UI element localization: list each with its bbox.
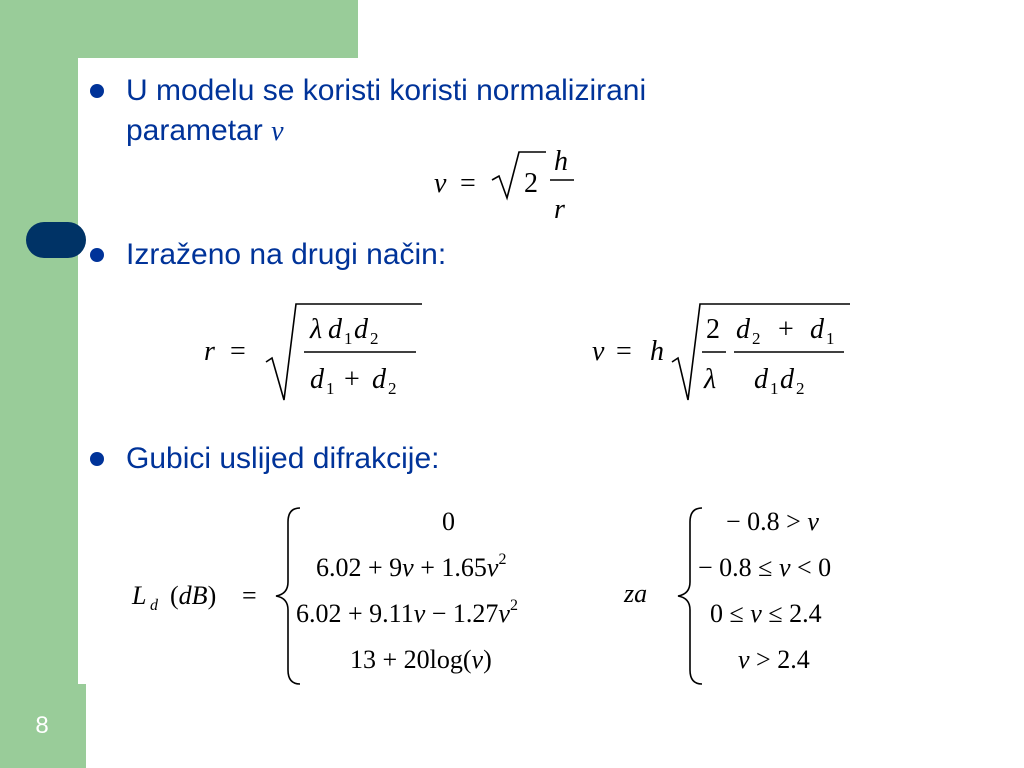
bullet-diffraction-loss bbox=[90, 440, 690, 480]
bullet-text: Gubici uslijed difrakcije: bbox=[126, 442, 440, 475]
formula-subscript-2: 2 bbox=[388, 379, 397, 398]
bullet-dot bbox=[90, 84, 104, 98]
formula-diffraction-loss bbox=[128, 498, 898, 694]
bullet-dot bbox=[90, 452, 104, 466]
formula-subscript-d: d bbox=[150, 597, 158, 614]
formula-d: d bbox=[810, 314, 824, 345]
formula-plus: + bbox=[344, 364, 360, 395]
formula-d: d bbox=[780, 364, 794, 395]
formula-connector-za: za bbox=[624, 579, 648, 608]
bullet-text-line2 bbox=[126, 112, 284, 151]
formula-unit: (dB) bbox=[170, 581, 217, 610]
formula-symbol-L: L bbox=[132, 581, 147, 610]
loss-case-3: 13 + 20log(v) bbox=[350, 645, 492, 674]
formula-equals: = bbox=[230, 336, 246, 367]
bullet-dot bbox=[90, 248, 104, 262]
loss-case-0: 0 bbox=[442, 507, 455, 536]
loss-case-1: $6.02 + 9v + 1.65v^2$ bbox=[316, 551, 507, 582]
green-left-band bbox=[0, 0, 78, 768]
formula-symbol-r: r bbox=[554, 194, 565, 224]
formula-subscript-2: 2 bbox=[796, 379, 805, 398]
formula-d: d bbox=[354, 314, 368, 345]
formula-equals: = bbox=[460, 168, 476, 199]
formula-symbol-v: v bbox=[434, 168, 447, 199]
formula-subscript-1: 1 bbox=[326, 379, 335, 398]
formula-subscript-1: 1 bbox=[344, 329, 353, 348]
condition-0: − 0.8 > v bbox=[726, 507, 819, 536]
formula-v-expression bbox=[588, 296, 854, 408]
formula-number-2: 2 bbox=[524, 168, 538, 199]
formula-subscript-2: 2 bbox=[752, 329, 761, 348]
formula-r-expression bbox=[200, 296, 430, 408]
formula-plus: + bbox=[778, 314, 794, 345]
formula-subscript-1: 1 bbox=[770, 379, 779, 398]
formula-subscript-2: 2 bbox=[370, 329, 379, 348]
parameter-symbol: v bbox=[271, 116, 284, 147]
slide-number: 8 bbox=[35, 712, 49, 739]
formula-symbol-h: h bbox=[650, 336, 664, 367]
bullet-text: Izraženo na drugi način: bbox=[126, 238, 447, 271]
bullet-text-line1: U modelu se koristi koristi normalizirani bbox=[126, 74, 647, 107]
formula-number-2: 2 bbox=[706, 314, 720, 345]
condition-1: − 0.8 ≤ v < 0 bbox=[698, 553, 832, 582]
bullet-alternative-expression bbox=[90, 236, 690, 276]
formula-equals: = bbox=[616, 336, 632, 367]
formula-subscript-1: 1 bbox=[826, 329, 835, 348]
formula-d: d bbox=[754, 364, 768, 395]
accent-bar bbox=[26, 222, 86, 258]
formula-symbol-h: h bbox=[554, 146, 568, 177]
formula-equals: = bbox=[242, 581, 257, 610]
formula-d: d bbox=[328, 314, 342, 345]
left-brace bbox=[276, 508, 300, 684]
formula-d: d bbox=[372, 364, 386, 395]
formula-lambda: λ bbox=[704, 364, 717, 395]
formula-d: d bbox=[310, 364, 324, 395]
condition-2: 0 ≤ v ≤ 2.4 bbox=[710, 599, 822, 628]
condition-3: v > 2.4 bbox=[738, 645, 810, 674]
loss-case-2: $6.02 + 9.11v - 1.27v^2$ bbox=[296, 597, 518, 628]
formula-lambda: λ bbox=[310, 314, 323, 345]
bullet-text-parametar: parametar bbox=[126, 114, 263, 147]
formula-symbol-r: r bbox=[204, 336, 215, 367]
formula-d: d bbox=[736, 314, 750, 345]
formula-v-definition bbox=[430, 140, 580, 224]
left-brace bbox=[678, 508, 702, 684]
formula-symbol-v: v bbox=[592, 336, 605, 367]
